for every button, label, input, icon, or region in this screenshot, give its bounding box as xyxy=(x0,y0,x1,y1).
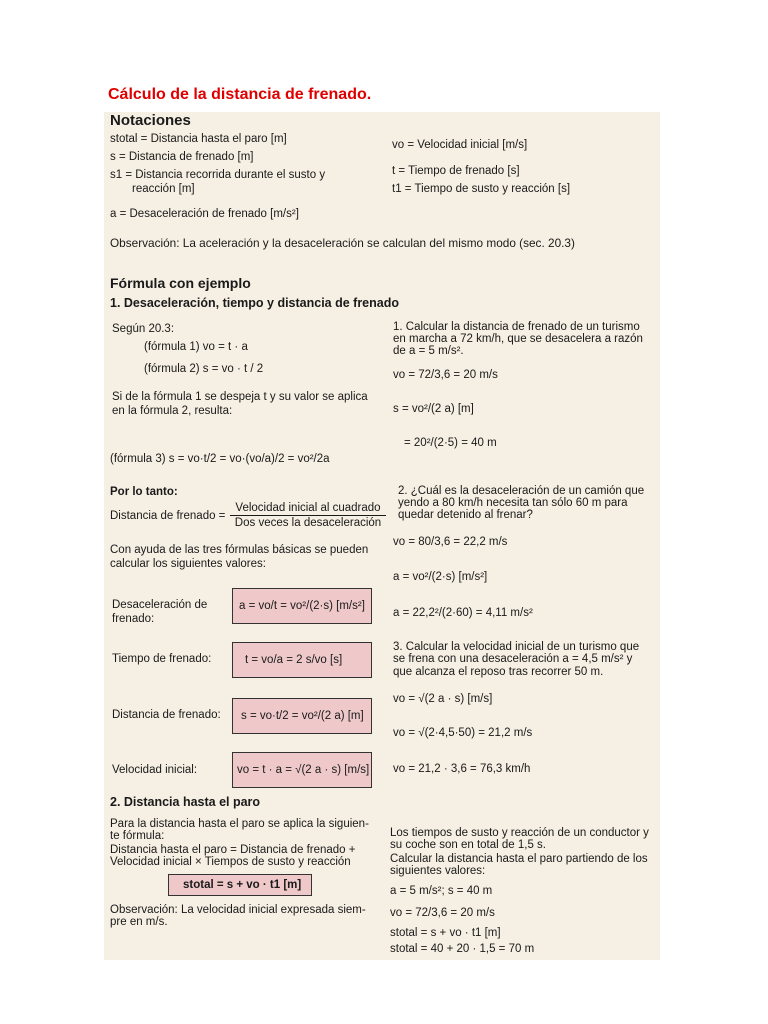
box-tiempo-label: Tiempo de frenado: xyxy=(112,653,212,665)
ej3-q2: se frena con una desaceleración a = 4,5 m/s² y xyxy=(393,653,633,665)
sec2-r7: stotal = s + vo · t1 [m] xyxy=(390,927,501,939)
box-velocidad-label: Velocidad inicial: xyxy=(112,764,198,776)
ej2-line1: vo = 80/3,6 = 22,2 m/s xyxy=(393,536,508,548)
def-s: s = Distancia de frenado [m] xyxy=(110,151,254,163)
ej1-line2: s = vo²/(2 a) [m] xyxy=(393,403,474,415)
distancia-denominator: Dos veces la desaceleración xyxy=(234,517,382,529)
sec2-r4: siguientes valores: xyxy=(390,865,486,877)
ej1-q1: 1. Calcular la distancia de frenado de un turismo xyxy=(393,321,640,333)
def-s1: s1 = Distancia recorrida durante el susto y xyxy=(110,169,326,181)
box-distancia xyxy=(232,698,372,734)
ej3-line3: vo = 21,2 · 3,6 = 76,3 km/h xyxy=(393,763,531,775)
def-s1-cont: reacción [m] xyxy=(132,183,195,195)
sec2-p1: Para la distancia hasta el paro se aplica la siguien- xyxy=(110,818,369,830)
distancia-numerator: Velocidad inicial al cuadrado xyxy=(230,501,386,516)
ej2-q2: yendo a 80 km/h necesita tan sólo 60 m para xyxy=(398,497,628,509)
despeja-text-cont: en la fórmula 2, resulta: xyxy=(112,405,233,417)
def-a: a = Desaceleración de frenado [m/s²] xyxy=(110,208,299,220)
ej3-line1: vo = √(2 a · s) [m/s] xyxy=(393,693,493,705)
sec2-p2: te fórmula: xyxy=(110,830,165,842)
ej2-line3: a = 22,2²/(2·60) = 4,11 m/s² xyxy=(393,607,533,619)
box-desaceleracion-formula: a = vo/t = vo²/(2·s) [m/s²] xyxy=(239,600,365,612)
box-velocidad-formula: vo = t · a = √(2 a · s) [m/s] xyxy=(237,764,370,776)
sec2-p4: Velocidad inicial × Tiempos de susto y reacción xyxy=(110,856,351,868)
section-1-heading: 1. Desaceleración, tiempo y distancia de frenado xyxy=(110,296,399,310)
box-distancia-label: Distancia de frenado: xyxy=(112,709,221,721)
section-2-heading: 2. Distancia hasta el paro xyxy=(110,795,261,809)
distancia-label: Distancia de frenado = xyxy=(110,510,226,522)
por-lo-tanto: Por lo tanto: xyxy=(110,486,178,498)
formula-1: (fórmula 1) vo = t · a xyxy=(144,341,248,353)
def-t: t = Tiempo de frenado [s] xyxy=(392,165,520,177)
box-distancia-paro xyxy=(168,874,312,896)
box-velocidad xyxy=(232,752,372,788)
def-t1: t1 = Tiempo de susto y reacción [s] xyxy=(392,183,571,195)
ayuda-text: Con ayuda de las tres fórmulas básicas se pueden xyxy=(110,544,369,556)
ej1-q2: en marcha a 72 km/h, que se desacelera a razón xyxy=(393,333,643,345)
box-tiempo xyxy=(232,642,372,678)
formula-heading: Fórmula con ejemplo xyxy=(110,275,251,291)
sec2-p3: Distancia hasta el paro = Distancia de frenado + xyxy=(110,844,356,856)
box-distancia-paro-formula: stotal = s + vo · t1 [m] xyxy=(183,879,302,891)
box-desaceleracion xyxy=(232,588,372,624)
sec2-r8: stotal = 40 + 20 · 1,5 = 70 m xyxy=(390,943,535,955)
notaciones-heading: Notaciones xyxy=(110,112,191,129)
ej3-q3: que alcanza el reposo tras recorrer 50 m. xyxy=(393,666,604,678)
page-title: Cálculo de la distancia de frenado. xyxy=(108,86,372,103)
ayuda-text-cont: calcular los siguientes valores: xyxy=(110,558,266,570)
observacion-2-cont: pre en m/s. xyxy=(110,916,168,928)
sec2-r2: su coche son en total de 1,5 s. xyxy=(390,839,546,851)
box-desaceleracion-label: Desaceleración de frenado: xyxy=(112,599,208,625)
observacion-2: Observación: La velocidad inicial expresada siem- xyxy=(110,904,366,916)
formula-2: (fórmula 2) s = vo · t / 2 xyxy=(144,363,264,375)
sec2-r6: vo = 72/3,6 = 20 m/s xyxy=(390,907,495,919)
ej2-line2: a = vo²/(2·s) [m/s²] xyxy=(393,571,488,583)
ej1-line3: = 20²/(2·5) = 40 m xyxy=(404,437,497,449)
ej1-line1: vo = 72/3,6 = 20 m/s xyxy=(393,369,498,381)
sec2-r1: Los tiempos de susto y reacción de un conductor y xyxy=(390,827,649,839)
def-stotal: stotal = Distancia hasta el paro [m] xyxy=(110,133,287,145)
box-tiempo-formula: t = vo/a = 2 s/vo [s] xyxy=(245,654,343,666)
ej2-q3: quedar detenido al frenar? xyxy=(398,509,533,521)
sec2-r5: a = 5 m/s²; s = 40 m xyxy=(390,885,493,897)
ej3-q1: 3. Calcular la velocidad inicial de un turismo que xyxy=(393,641,640,653)
ej3-line2: vo = √(2·4,5·50) = 21,2 m/s xyxy=(393,727,533,739)
observacion-1: Observación: La aceleración y la desaceleración se calculan del mismo modo (sec. 20.3) xyxy=(110,236,575,250)
ej1-q3: de a = 5 m/s². xyxy=(393,345,464,357)
sec2-r3: Calcular la distancia hasta el paro partiendo de los xyxy=(390,853,648,865)
box-distancia-formula: s = vo·t/2 = vo²/(2 a) [m] xyxy=(241,710,364,722)
def-vo: vo = Velocidad inicial [m/s] xyxy=(392,139,528,151)
formula-3: (fórmula 3) s = vo·t/2 = vo·(vo/a)/2 = vo²/2a xyxy=(110,453,330,465)
segun-text: Según 20.3: xyxy=(112,323,175,335)
ej2-q1: 2. ¿Cuál es la desaceleración de un camión que xyxy=(398,485,645,497)
despeja-text: Si de la fórmula 1 se despeja t y su valor se aplica xyxy=(112,391,368,403)
